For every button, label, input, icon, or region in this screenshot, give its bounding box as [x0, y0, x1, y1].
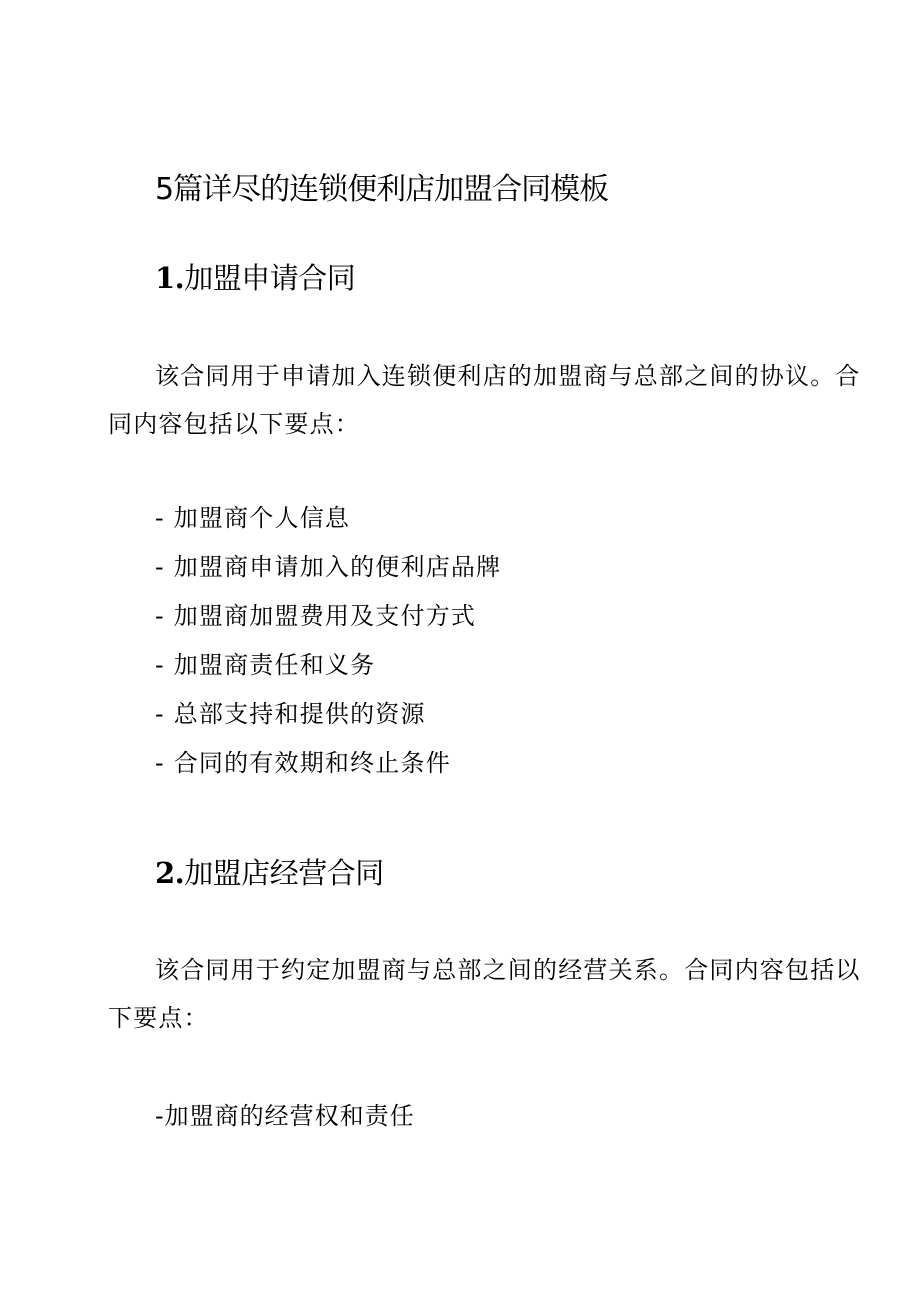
- list-item: - 加盟商个人信息: [155, 504, 351, 532]
- section-1-intro-line-2: 同内容包括以下要点：: [108, 410, 360, 438]
- list-item: - 总部支持和提供的资源: [155, 700, 426, 728]
- section-2-intro-line-2: 下要点：: [108, 1004, 209, 1032]
- section-1-intro-line-1: 该合同用于申请加入连锁便利店的加盟商与总部之间的协议。合: [155, 362, 861, 390]
- list-item: - 加盟商申请加入的便利店品牌: [155, 553, 502, 581]
- section-1-heading: [155, 258, 355, 298]
- section-2-heading: [155, 853, 384, 893]
- list-item: - 合同的有效期和终止条件: [155, 749, 451, 777]
- section-1-title: 加盟申请合同: [184, 261, 356, 295]
- section-1-number: 1.: [155, 261, 185, 295]
- section-2-number: 2.: [155, 856, 185, 890]
- list-item: -加盟商的经营权和责任: [155, 1102, 415, 1130]
- list-item: - 加盟商责任和义务: [155, 651, 376, 679]
- document-title: 5篇详尽的连锁便利店加盟合同模板: [155, 172, 609, 207]
- list-item: - 加盟商加盟费用及支付方式: [155, 602, 477, 630]
- section-2-title: 加盟店经营合同: [184, 856, 384, 890]
- section-2-intro-line-1: 该合同用于约定加盟商与总部之间的经营关系。合同内容包括以: [155, 956, 861, 984]
